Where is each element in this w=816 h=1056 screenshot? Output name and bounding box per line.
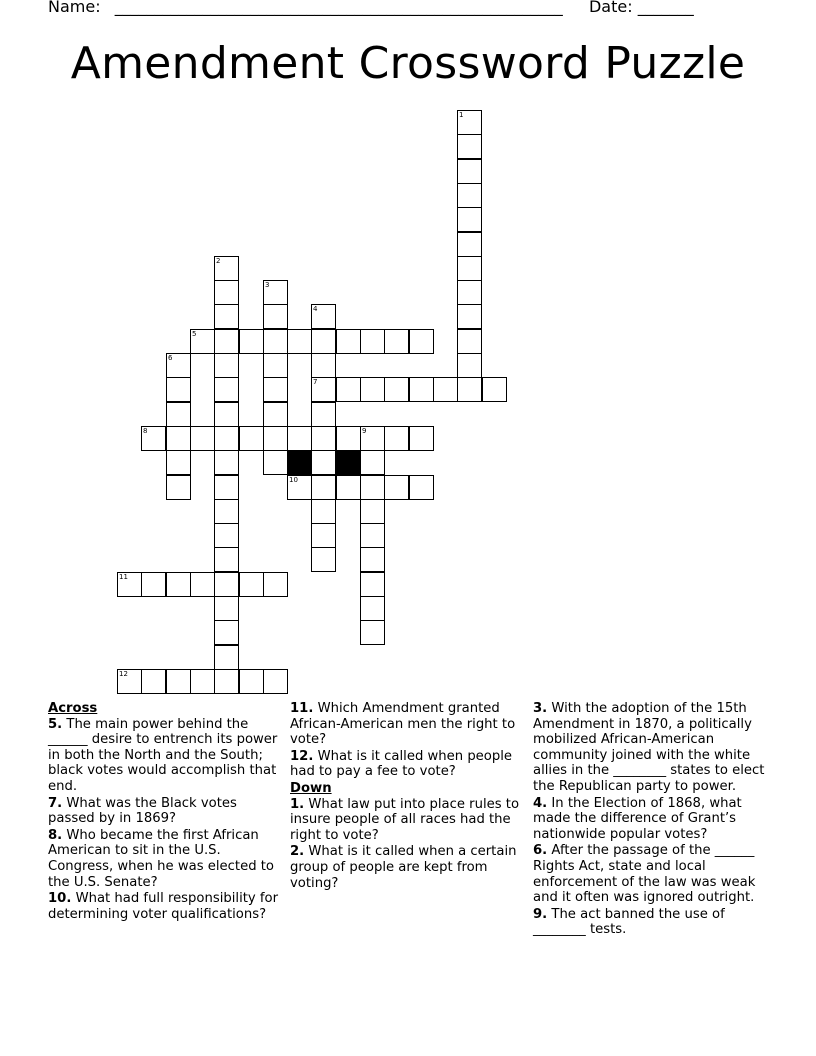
- crossword-cell[interactable]: [311, 450, 336, 475]
- down-clue: 3. With the adoption of the 15th Amendment in 1870, a politically mobilized African-American community joined with the white allies in the ________ states to elect the Republican party to power.: [533, 701, 765, 794]
- crossword-cell[interactable]: [457, 377, 482, 402]
- clue-number: 8: [143, 427, 148, 435]
- crossword-cell[interactable]: [336, 377, 361, 402]
- crossword-cell[interactable]: [311, 353, 336, 378]
- crossword-cell[interactable]: [360, 377, 385, 402]
- crossword-cell[interactable]: [457, 134, 482, 159]
- clue-number: 11: [119, 573, 128, 581]
- down-clue: 4. In the Election of 1868, what made the difference of Grant’s nationwide popular votes?: [533, 795, 742, 842]
- crossword-cell[interactable]: [190, 572, 215, 597]
- clue-number: 12: [119, 670, 128, 678]
- crossword-cell[interactable]: [457, 256, 482, 281]
- crossword-cell[interactable]: [141, 669, 166, 694]
- crossword-cell[interactable]: [287, 426, 312, 451]
- crossword-cell[interactable]: [190, 669, 215, 694]
- across-clue: 8. Who became the first African American to sit in the U.S. Congress, when he was elected to the U.S. Senate?: [48, 827, 275, 890]
- crossword-cell[interactable]: [190, 426, 215, 451]
- crossword-cell[interactable]: [166, 426, 191, 451]
- name-label: Name:: [48, 0, 101, 16]
- crossword-cell[interactable]: [214, 377, 239, 402]
- crossword-cell[interactable]: [190, 329, 215, 354]
- crossword-cell[interactable]: [263, 377, 288, 402]
- crossword-cell[interactable]: [360, 499, 385, 524]
- crossword-cell[interactable]: [214, 669, 239, 694]
- crossword-cell[interactable]: [214, 450, 239, 475]
- crossword-cell[interactable]: [311, 499, 336, 524]
- down-clue: 1. What law put into place rules to insure people of all races had the right to vote?: [290, 796, 520, 843]
- across-clue: 7. What was the Black votes passed by in 1869?: [48, 795, 237, 827]
- crossword-cell[interactable]: [457, 329, 482, 354]
- across-clue: 11. Which Amendment granted African-American men the right to vote?: [290, 701, 516, 748]
- crossword-cell[interactable]: [311, 426, 336, 451]
- crossword-cell[interactable]: [166, 450, 191, 475]
- clue-number: 3: [265, 281, 270, 289]
- crossword-cell[interactable]: [214, 645, 239, 670]
- crossword-cell[interactable]: [336, 426, 361, 451]
- crossword-cell[interactable]: [360, 547, 385, 572]
- crossword-cell[interactable]: [214, 280, 239, 305]
- crossword-cell[interactable]: [263, 280, 288, 305]
- crossword-cell[interactable]: [457, 183, 482, 208]
- crossword-cell[interactable]: [336, 329, 361, 354]
- crossword-cell[interactable]: [360, 426, 385, 451]
- across-clue: 12. What is it called when people had to pay a fee to vote?: [290, 748, 513, 780]
- crossword-cell[interactable]: [360, 523, 385, 548]
- crossword-cell[interactable]: [384, 426, 409, 451]
- crossword-cell[interactable]: [214, 523, 239, 548]
- crossword-cell[interactable]: [457, 353, 482, 378]
- clue-number: 2: [216, 257, 221, 265]
- crossword-cell[interactable]: [457, 207, 482, 232]
- crossword-cell[interactable]: [482, 377, 507, 402]
- crossword-cell[interactable]: [311, 329, 336, 354]
- clue-number: 6: [168, 354, 173, 362]
- crossword-cell[interactable]: [166, 669, 191, 694]
- crossword-cell[interactable]: [360, 620, 385, 645]
- crossword-cell[interactable]: [239, 426, 264, 451]
- crossword-cell[interactable]: [457, 159, 482, 184]
- crossword-cell[interactable]: [263, 353, 288, 378]
- crossword-cell[interactable]: [214, 547, 239, 572]
- black-square: [336, 450, 361, 475]
- across-heading: Across: [48, 701, 98, 716]
- crossword-cell[interactable]: [214, 329, 239, 354]
- crossword-cell[interactable]: [457, 232, 482, 257]
- down-heading: Down: [290, 780, 332, 796]
- crossword-cell[interactable]: [457, 110, 482, 135]
- crossword-cell[interactable]: [214, 304, 239, 329]
- crossword-cell[interactable]: [239, 669, 264, 694]
- crossword-cell[interactable]: [409, 475, 434, 500]
- down-clue: 6. After the passage of the ______ Rights Act, state and local enforcement of the law was weak and it often was ignored outright.: [533, 843, 756, 906]
- crossword-cell[interactable]: [433, 377, 458, 402]
- crossword-cell[interactable]: [360, 450, 385, 475]
- clue-number: 7: [313, 378, 318, 386]
- crossword-cell[interactable]: [263, 304, 288, 329]
- crossword-cell[interactable]: [287, 329, 312, 354]
- crossword-cell[interactable]: [360, 329, 385, 354]
- crossword-cell[interactable]: [360, 475, 385, 500]
- clue-number: 5: [192, 330, 197, 338]
- across-clue: 10. What had full responsibility for determining voter qualifications?: [48, 891, 279, 922]
- crossword-cell[interactable]: [214, 353, 239, 378]
- name-field[interactable]: ________________________________________________________: [114, 0, 563, 16]
- crossword-cell[interactable]: [166, 402, 191, 427]
- black-square: [287, 450, 312, 475]
- clue-number: 1: [459, 111, 464, 119]
- across-clue: 5. The main power behind the ______ desire to entrench its power in both the North and the South; black votes would accomplish that end.: [48, 716, 278, 794]
- crossword-cell[interactable]: [214, 402, 239, 427]
- crossword-cell[interactable]: [263, 329, 288, 354]
- crossword-cell[interactable]: [311, 304, 336, 329]
- crossword-cell[interactable]: [384, 377, 409, 402]
- clues-column-2: [290, 701, 528, 892]
- down-clue: 2. What is it called when a certain group of people are kept from voting?: [290, 844, 517, 891]
- crossword-cell[interactable]: [311, 475, 336, 500]
- crossword-cell[interactable]: [263, 572, 288, 597]
- crossword-cell[interactable]: [409, 329, 434, 354]
- crossword-cell[interactable]: [360, 572, 385, 597]
- crossword-cell[interactable]: [214, 572, 239, 597]
- date-field[interactable]: _______: [637, 0, 694, 16]
- crossword-cell[interactable]: [263, 669, 288, 694]
- clues-column-3: [533, 701, 769, 939]
- crossword-cell[interactable]: [141, 572, 166, 597]
- crossword-cell[interactable]: [311, 547, 336, 572]
- crossword-cell[interactable]: [239, 329, 264, 354]
- crossword-cell[interactable]: [287, 475, 312, 500]
- crossword-cell[interactable]: [360, 596, 385, 621]
- crossword-cell[interactable]: [457, 280, 482, 305]
- crossword-cell[interactable]: [117, 572, 142, 597]
- crossword-cell[interactable]: [166, 475, 191, 500]
- crossword-cell[interactable]: [214, 620, 239, 645]
- crossword-cell[interactable]: [166, 377, 191, 402]
- crossword-cell[interactable]: [214, 475, 239, 500]
- crossword-cell[interactable]: [239, 572, 264, 597]
- down-clue: 9. The act banned the use of ________ tests.: [533, 906, 725, 938]
- crossword-cell[interactable]: [166, 353, 191, 378]
- crossword-cell[interactable]: [214, 596, 239, 621]
- crossword-cell[interactable]: [384, 475, 409, 500]
- clue-number: 9: [362, 427, 367, 435]
- crossword-cell[interactable]: [214, 426, 239, 451]
- clues-column-1: [48, 701, 284, 923]
- crossword-cell[interactable]: [409, 426, 434, 451]
- crossword-cell[interactable]: [263, 450, 288, 475]
- crossword-cell[interactable]: [457, 304, 482, 329]
- crossword-cell[interactable]: [141, 426, 166, 451]
- crossword-cell[interactable]: [117, 669, 142, 694]
- crossword-cell[interactable]: [166, 572, 191, 597]
- date-label: Date:: [588, 0, 633, 16]
- crossword-cell[interactable]: [311, 402, 336, 427]
- crossword-cell[interactable]: [311, 523, 336, 548]
- clue-number: 10: [289, 476, 298, 484]
- crossword-cell[interactable]: [214, 256, 239, 281]
- crossword-cell[interactable]: [409, 377, 434, 402]
- crossword-cell[interactable]: [336, 475, 361, 500]
- clue-number: 4: [313, 305, 318, 313]
- crossword-cell[interactable]: [263, 426, 288, 451]
- crossword-cell[interactable]: [214, 499, 239, 524]
- crossword-cell[interactable]: [311, 377, 336, 402]
- page-title: Amendment Crossword Puzzle: [70, 38, 746, 89]
- crossword-cell[interactable]: [384, 329, 409, 354]
- crossword-cell[interactable]: [263, 402, 288, 427]
